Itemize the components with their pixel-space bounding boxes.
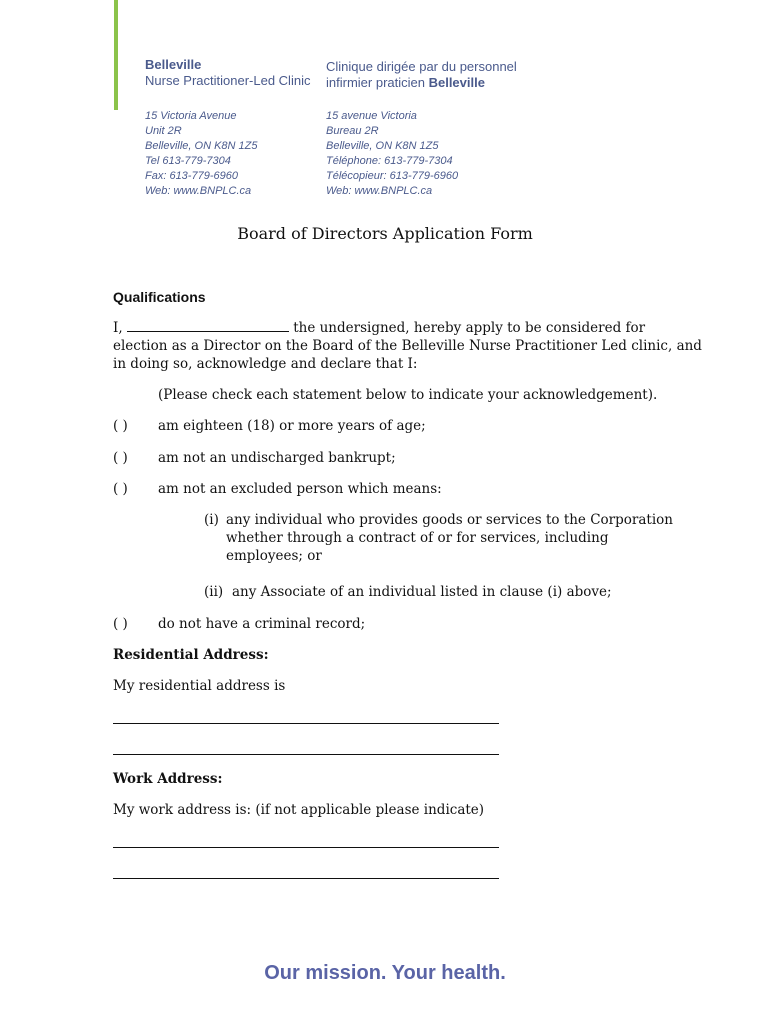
clinic-name-line2: Nurse Practitioner-Led Clinic <box>145 73 311 88</box>
clause-i-line: any individual who provides goods or services to the Corporation <box>226 512 673 528</box>
name-blank-field[interactable] <box>127 319 289 332</box>
clause-i-text <box>226 511 673 565</box>
checkbox-excluded[interactable]: ( ) <box>113 481 128 497</box>
header-accent-bar <box>114 0 118 110</box>
instruction-text: (Please check each statement below to indicate your acknowledgement). <box>158 387 658 403</box>
clause-i-line: whether through a contract of or for services, including <box>226 530 609 546</box>
clause-ii-label: (ii) <box>204 584 224 600</box>
checkbox-criminal[interactable]: ( ) <box>113 616 128 632</box>
work-line-1[interactable] <box>113 847 499 848</box>
intro-prefix: I, <box>113 320 127 336</box>
address-fr-line: Bureau 2R <box>326 125 379 137</box>
qualifications-heading: Qualifications <box>113 289 206 305</box>
address-en-line: Web: www.BNPLC.ca <box>145 185 252 197</box>
clause-i-label: (i) <box>204 512 219 528</box>
address-fr-line: Télécopieur: 613-779-6960 <box>326 170 459 182</box>
intro-paragraph <box>113 319 702 373</box>
address-fr-line: 15 avenue Victoria <box>326 110 417 122</box>
statement-bankrupt: am not an undischarged bankrupt; <box>158 450 396 466</box>
intro-line1: the undersigned, hereby apply to be considered for <box>288 320 646 336</box>
clause-ii-text: any Associate of an individual listed in clause (i) above; <box>232 584 612 600</box>
clinic-name-fr-line1: Clinique dirigée par du personnel <box>326 59 517 74</box>
address-en-line: 15 Victoria Avenue <box>145 110 237 122</box>
clinic-name-bold: Belleville <box>145 57 202 72</box>
work-heading: Work Address: <box>113 771 223 787</box>
mission-tagline: Our mission. Your health. <box>264 962 506 984</box>
address-fr-line: Web: www.BNPLC.ca <box>326 185 433 197</box>
address-en-line: Fax: 613-779-6960 <box>145 170 238 182</box>
header-right-name <box>326 59 517 91</box>
clinic-name-fr-bold: Belleville <box>428 75 485 90</box>
address-fr-line: Belleville, ON K8N 1Z5 <box>326 140 439 152</box>
statement-criminal: do not have a criminal record; <box>158 616 366 632</box>
intro-line3: in doing so, acknowledge and declare that I: <box>113 356 418 372</box>
residential-line-1[interactable] <box>113 723 499 724</box>
checkbox-bankrupt[interactable]: ( ) <box>113 450 128 466</box>
clinic-name-fr-prefix: infirmier praticien <box>326 75 429 90</box>
clause-i-line: employees; or <box>226 548 322 564</box>
address-fr <box>326 109 458 199</box>
address-en-line: Belleville, ON K8N 1Z5 <box>145 140 258 152</box>
statement-excluded: am not an excluded person which means: <box>158 481 442 497</box>
work-line-2[interactable] <box>113 878 499 879</box>
residential-heading: Residential Address: <box>113 647 269 663</box>
residential-line-2[interactable] <box>113 754 499 755</box>
residential-text: My residential address is <box>113 678 286 694</box>
statement-age: am eighteen (18) or more years of age; <box>158 418 426 434</box>
address-en-line: Unit 2R <box>145 125 182 137</box>
address-en-line: Tel 613-779-7304 <box>145 155 231 167</box>
header-left-name <box>145 57 310 89</box>
address-en <box>145 109 258 199</box>
intro-line2: election as a Director on the Board of the Belleville Nurse Practitioner Led clinic, and <box>113 338 702 354</box>
work-text: My work address is: (if not applicable please indicate) <box>113 802 485 818</box>
checkbox-age[interactable]: ( ) <box>113 418 128 434</box>
address-fr-line: Téléphone: 613-779-7304 <box>326 155 453 167</box>
form-title: Board of Directors Application Form <box>237 224 533 243</box>
